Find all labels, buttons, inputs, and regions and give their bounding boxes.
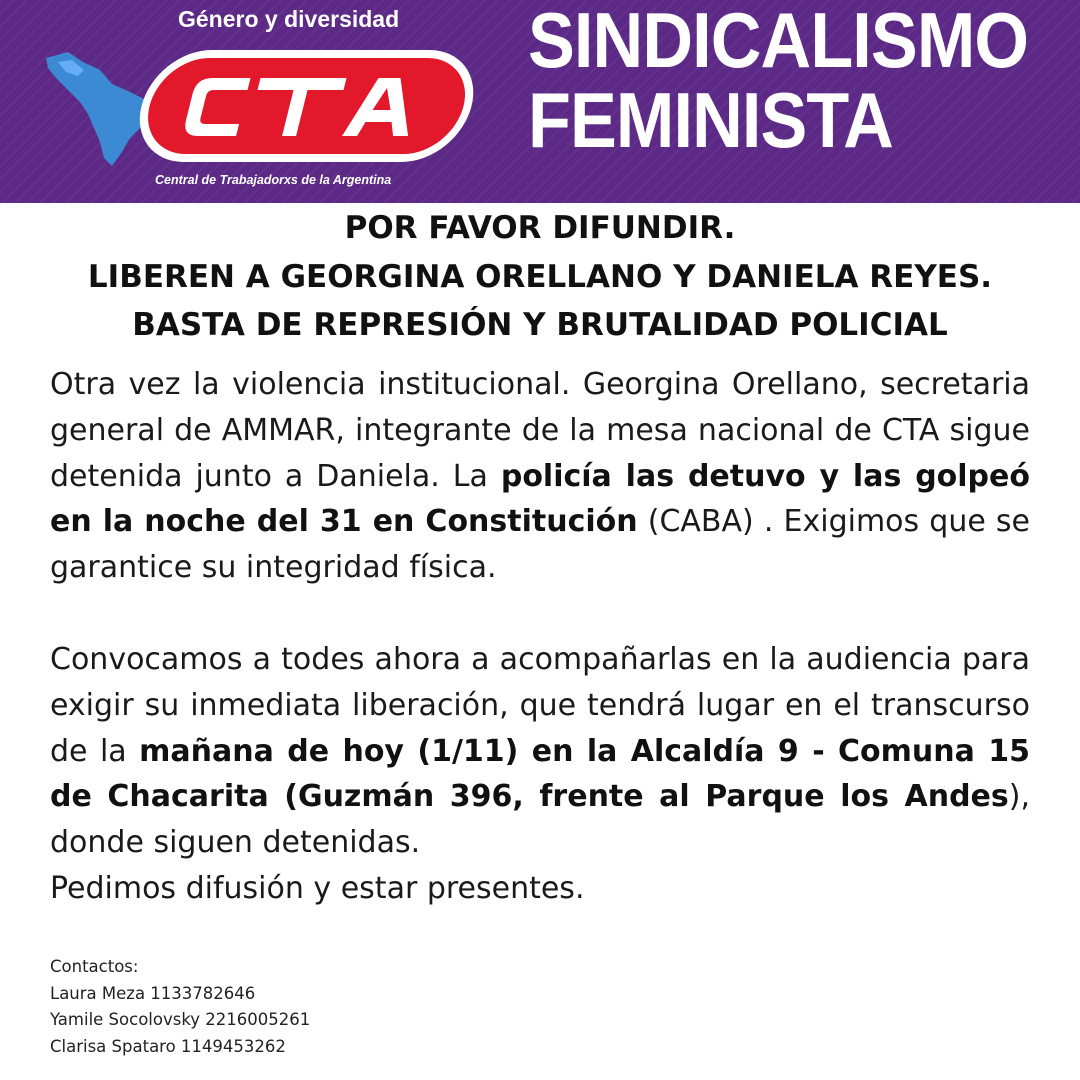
header-banner <box>0 0 1080 203</box>
paragraph-2-bold: mañana de hoy (1/11) en la Alcaldía 9 - Comuna 15 de Chacarita (Guzmán 396, frente al Parque los Andes <box>50 733 1030 815</box>
paragraph-2 <box>50 637 1030 866</box>
body-text <box>50 362 1030 912</box>
banner-tagline: Género y diversidad <box>178 6 400 32</box>
banner-title-line2: FEMINISTA <box>528 76 893 164</box>
banner-title-line1: SINDICALISMO <box>528 0 1029 84</box>
cta-logo <box>110 40 490 170</box>
paragraph-1-text-b: (CABA) . Exigimos que se garantice su integridad física. <box>50 504 1031 586</box>
headline-3: BASTA DE REPRESIÓN Y BRUTALIDAD POLICIAL <box>132 307 948 343</box>
paragraph-3: Pedimos difusión y estar presentes. <box>50 870 585 906</box>
headlines <box>0 204 1080 350</box>
contact-item: Yamile Socolovsky 2216005261 <box>50 1010 311 1029</box>
paragraph-1-bold: policía las detuvo y las golpeó en la noche del 31 en Constitución <box>50 458 1030 540</box>
headline-1: POR FAVOR DIFUNDIR. <box>344 210 736 246</box>
contacts-label: Contactos: <box>50 957 139 976</box>
paragraph-2-text-a: Convocamos a todes ahora a acompañarlas en la audiencia para exigir su inmediata liberación, que tendrá lugar en el transcurso de la <box>50 641 1030 769</box>
paragraph-1 <box>50 362 1030 591</box>
banner-title <box>528 0 1029 164</box>
paragraph-spacer <box>50 591 1030 637</box>
paragraph-2-text-b: ), donde siguen detenidas. <box>50 779 1030 861</box>
paragraph-1-text-a: Otra vez la violencia institucional. Georgina Orellano, secretaria general de AMMAR, integrante de la mesa nacional de CTA sigue detenida junto a Daniela. La <box>50 367 1030 494</box>
banner-subtitle: Central de Trabajadorxs de la Argentina <box>155 173 392 187</box>
headline-2: LIBEREN A GEORGINA ORELLANO Y DANIELA REYES. <box>87 258 993 295</box>
contact-item: Clarisa Spataro 1149453262 <box>50 1036 286 1056</box>
contact-item: Laura Meza 1133782646 <box>50 983 256 1003</box>
contacts-block <box>50 954 310 1060</box>
